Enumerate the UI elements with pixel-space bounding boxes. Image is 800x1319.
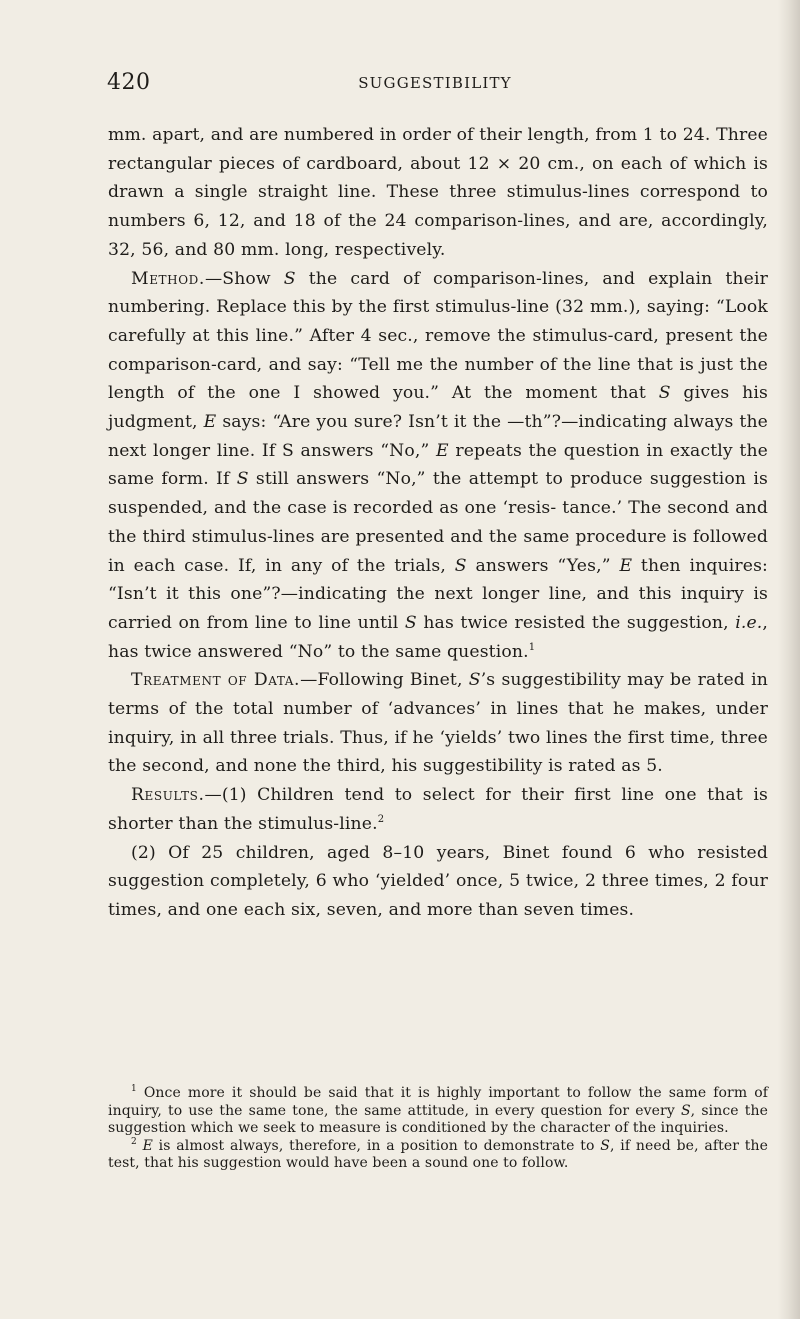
results-heading: Results. [131,785,205,806]
treatment-heading: Treatment of Data. [131,670,301,691]
page-edge-shadow [778,0,800,1319]
page-header [107,70,763,104]
paragraph-results: Results.—(1) Children tend to select for their first line one that is shorter than the stimulus-line.$^2$ [108,785,768,834]
paragraph-results-2: (2) Of 25 children, aged 8–10 years, Binet found 6 who resisted suggestion completely, 6 who ‘yielded’ once, 5 twice, 2 three times, 2 four times, and one each six, seven, and more than seven times. [108,842,768,920]
paragraph-method: Method.—Show S the card of comparison-lines, and explain their numbering. Replace this by the first stimulus-line (32 mm.), saying: “Look carefully at this line.” After 4 sec., remove the stimulus-card, present the comparison-card, and say: “Tell me the number of the line that is just the length of the one I showed you.” At the moment that S gives his judgment, E says: “Are you sure? Isn’t it the —th”?—indicating always the next longer line. If S answers “No,” E repeats the question in exactly the same form. If S still answers “No,” the attempt to produce suggestion is suspended, and the case is recorded as one ‘resis- tance.’ The second and the third stimulus-lines are presented and the same procedure is followed in each case. If, in any of the trials, S answers “Yes,” E then inquires: “Isn’t it this one”?—indicating the next longer line, and this inquiry is carried on from line to line until S has twice resisted the suggestion, i.e., has twice answered “No” to the same question.$^1$ [108,268,769,662]
footnote-ref-2: 2 [377,813,385,825]
footnote-1: $^1$ Once more it should be said that it is highly important to follow the same form of inquiry, to use the same tone, the same attitude, in every question for every S, since the suggestion which we seek to measure is conditioned by the character of the inquiries. [108,1084,768,1137]
method-heading: Method. [131,268,205,289]
body-text [108,121,768,925]
page-number: 420 [107,70,151,95]
running-head: SUGGESTIBILITY [358,74,512,92]
footnotes [108,1085,768,1173]
paragraph-treatment: Treatment of Data.—Following Binet, S’s suggestibility may be rated in terms of the total number of ‘advances’ in lines that he makes, under inquiry, in all three trials. Thus, if he ‘yields’ two lines the first time, three the second, and none the third, his suggestibility is rated as 5. [108,670,768,777]
footnote-2: $^2$ E is almost always, therefore, in a position to demonstrate to S, if need be, after the test, that his suggestion would have been a sound one to follow. [108,1136,768,1172]
footnote-ref-1: 1 [528,641,536,653]
paragraph-materials: mm. apart, and are numbered in order of their length, from 1 to 24. Three rectangular pieces of cardboard, about 12 × 20 cm., on each of which is drawn a single straight line. These three stimulus-lines correspond to numbers 6, 12, and 18 of the 24 comparison-lines, and are, accordingly, 32, 56, and 80 mm. long, respectively. [108,125,768,260]
